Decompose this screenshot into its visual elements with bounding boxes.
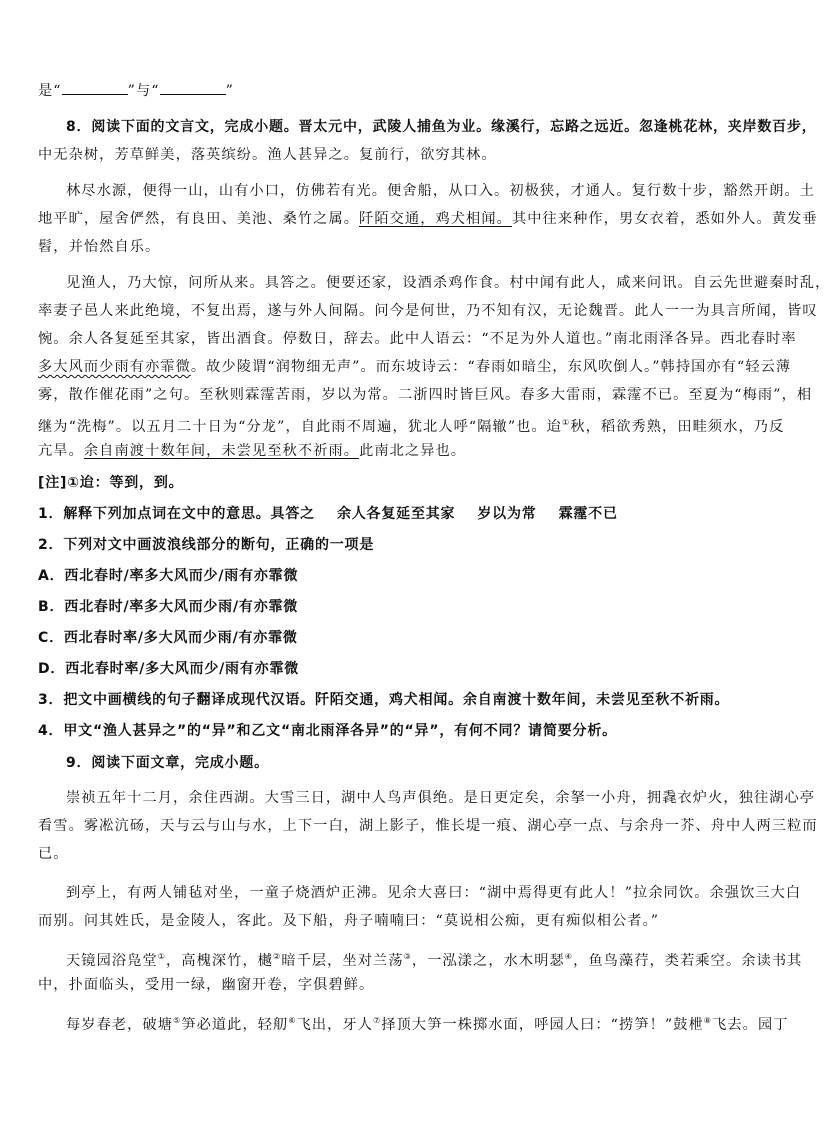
option-c[interactable]: C．西北春时率/多大风而少雨/有亦霏微: [38, 630, 298, 646]
passage-a-line: 地平旷，屋舍俨然，有良田、美池、桑竹之属。阡陌交通，鸡犬相闻。其中往来种作，男女衣着，悉如外人。黄发垂: [38, 211, 818, 227]
option-a[interactable]: A．西北春时/率多大风而少/雨有亦霏微: [38, 568, 299, 584]
passage-b-line: 多大风而少雨有亦霏微。故少陵谓“润物细无声”。而东坡诗云：“春雨如暗尘，东风吹倒人。”韩持国亦有“轻云薄: [38, 359, 792, 375]
passage-b-line: 继为“洗梅”。以五月二十日为“分龙”，自此雨不周遍，犹北人呼“隔辙”也。迨①秋，稻欲秀熟，田畦须水，乃反: [38, 418, 785, 435]
option-b[interactable]: B．西北春时/率多大风而少雨/有亦霏微: [38, 599, 299, 615]
passage-b-line: 雾，散作催花雨”之句。至秋则霖霪苦雨，岁以为常。二浙四时皆巨风。春多大雷雨，霖霪不已。至夏为“梅雨”，相: [38, 387, 813, 403]
passage-d-line: 天镜园浴凫堂①，高槐深竹，樾②暗千层，坐对兰荡③，一泓漾之，水木明瑟④，鱼鸟藻荇，类若乘空。余读书其: [66, 952, 803, 969]
passage-c-line: 到亭上，有两人铺毡对坐，一童子烧酒炉正沸。见余大喜曰：“湖中焉得更有此人！”拉余同饮。余强饮三大白: [66, 885, 802, 901]
passage-c-line: 看雪。雾凇沆砀，天与云与山与水，上下一白，湖上影子，惟长堤一痕、湖心亭一点、与余舟一芥、舟中人两三粒而: [38, 818, 818, 834]
footnote-marker: ①: [562, 418, 571, 427]
blank-fill-line: 是“ ”与“ ”: [38, 80, 760, 102]
underlined-sentence-1: 阡陌交通，鸡犬相闻。: [359, 211, 512, 227]
answer-blank-1[interactable]: [62, 80, 128, 95]
question-3: 3．把文中画横线的句子翻译成现代汉语。阡陌交通，鸡犬相闻。余自南渡十数年间，未尝见至秋不祈雨。: [38, 692, 730, 708]
passage-c-line: 已。: [38, 846, 69, 862]
q8-intro: 8．阅读下面的文言文，完成小题。晋太元中，武陵人捕鱼为业。缘溪行，忘路之远近。忽逢桃花林，夹岸数百步，: [66, 119, 817, 135]
passage-b-line: 惋。余人各复延至其家，皆出酒食。停数日，辞去。此中人语云：“不足为外人道也。”南北雨泽各异。西北春时率: [38, 331, 797, 347]
q9-intro: 9．阅读下面文章，完成小题。: [66, 755, 269, 771]
passage-d-line: 中，扑面临头，受用一绿，幽窗开卷，字俱碧鲜。: [38, 977, 375, 993]
question-1: 1．解释下列加点词在文中的意思。具答之 余人各复延至其家 岁以为常 霖霪不已: [38, 506, 618, 522]
question-4: 4．甲文“渔人甚异之”的“异”和乙文“南北雨泽各异”的“异”，有何不同？请简要分析。: [38, 723, 617, 739]
passage-c-line: 而别。问其姓氏，是金陵人，客此。及下船，舟子喃喃曰：“莫说相公痴，更有痴似相公者。”: [38, 913, 660, 929]
passage-a-line: 林尽水源，便得一山，山有小口，仿佛若有光。便舍船，从口入。初极狭，才通人。复行数十步，豁然开朗。土: [66, 183, 816, 199]
passage-a-line: 中无杂树，芳草鲜美，落英缤纷。渔人甚异之。复前行，欲穷其林。: [38, 147, 497, 163]
passage-c-line: 崇祯五年十二月，余住西湖。大雪三日，湖中人鸟声俱绝。是日更定矣，余拏一小舟，拥毳衣炉火，独往湖心亭: [66, 790, 816, 806]
wavy-underlined-phrase: 多大风而少雨有亦霏微: [38, 359, 191, 375]
option-d[interactable]: D．西北春时率/多大风而少/雨有亦霏微: [38, 661, 300, 677]
passage-b-line: 率妻子邑人来此绝境，不复出焉，遂与外人间隔。问今是何世，乃不知有汉，无论魏晋。此人一一为具言所闻，皆叹: [38, 303, 818, 319]
footnote: [注]①迨：等到，到。: [38, 475, 184, 491]
answer-blank-2[interactable]: [160, 80, 226, 95]
question-2: 2．下列对文中画波浪线部分的断句，正确的一项是: [38, 537, 375, 553]
underlined-sentence-2: 余自南渡十数年间，未尝见至秋不祈雨。: [83, 443, 360, 459]
passage-a-line: 髫，并怡然自乐。: [38, 239, 161, 255]
passage-d-line: 每岁春老，破塘⑤笋必道此，轻舠⑥飞出，牙人⑦择顶大笋一株掷水面，呼园人曰：“捞笋！”鼓枻⑧飞去。园丁: [66, 1016, 789, 1033]
passage-b-line: 亢旱。余自南渡十数年间，未尝见至秋不祈雨。此南北之异也。: [38, 443, 467, 459]
passage-b-line: 见渔人，乃大惊，问所从来。具答之。便要还家，设酒杀鸡作食。村中闻有此人，咸来问讯。自云先世避秦时乱，: [66, 275, 830, 291]
